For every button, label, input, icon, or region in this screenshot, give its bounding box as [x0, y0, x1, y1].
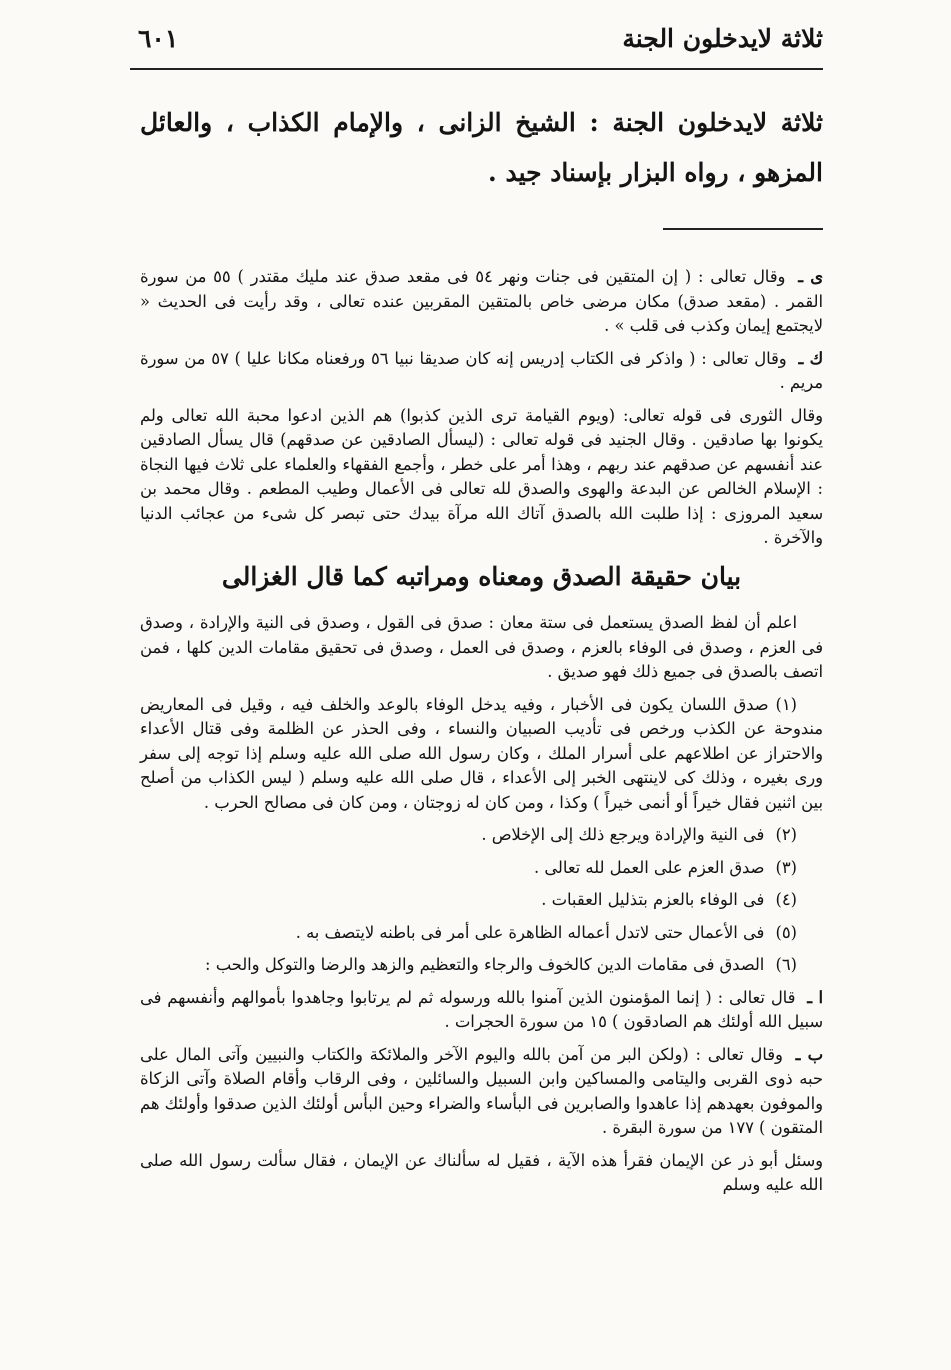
list-text: الصدق فى مقامات الدين كالخوف والرجاء والتعظيم والزهد والرضا والتوكل والحب :	[205, 955, 765, 974]
list-text: فى النية والإرادة ويرجع ذلك إلى الإخلاص .	[481, 825, 765, 844]
note-item	[140, 265, 823, 339]
note-text: وقال تعالى : (ولكن البر من آمن بالله واليوم الآخر والملائكة والكتاب والنبيين وآتى المال على حبه ذوى القربى واليتامى والمساكين وابن السبيل والسائلين ، وفى الرقاب وأقام الصلاة وآتى الزكاة والموفون بعهدهم إذا عاهدوا والصابرين فى البأساء والضراء وحين البأس أولئك الذين صدقوا وأولئك هم المتقون ) ١٧٧ من سورة البقرة .	[140, 1044, 823, 1137]
section-heading: بيان حقيقة الصدق ومعناه ومراتبه كما قال الغزالى	[221, 561, 742, 591]
page-number: ٦٠١	[138, 24, 179, 53]
closing-paragraph: وسئل أبو ذر عن الإيمان فقرأ هذه الآية ، فقيل له سألناك عن الإيمان ، فقال سألت رسول الله صلى الله عليه وسلم	[140, 1150, 823, 1194]
list-item-first	[140, 693, 823, 816]
footnote-divider	[663, 228, 823, 230]
list-item	[140, 921, 823, 946]
page-header	[130, 18, 823, 70]
note-item	[140, 986, 823, 1035]
intro-paragraph: اعلم أن لفظ الصدق يستعمل فى ستة معان : صدق فى القول ، وصدق فى النية والإرادة ، وصدق فى العزم ، وصدق فى الوفاء بالعزم ، وصدق فى العمل ، وصدق فى تحقيق مقامات الدين كلها ، فمن اتصف بالصدق فى جميع ذلك فهو صديق .	[140, 613, 823, 681]
list-item	[140, 823, 823, 848]
commentary-paragraph: وقال الثورى فى قوله تعالى: (ويوم القيامة ترى الذين كذبوا) هم الذين ادعوا محبة الله تعالى ولم يكونوا بها صادقين . وقال الجنيد فى قوله تعالى : (ليسأل الصادقين عن صدقهم) قال يسأل الصادقين عند أنفسهم عن صدقهم عند ربهم ، وهذا أمر على خطر ، وأجمع الفقهاء والعلماء على ثلاث فيها النجاة : الإسلام الخالص عن البدعة والهوى والصدق لله تعالى فى الأعمال وطيب المطعم . وقال محمد بن سعيد المروزى : إذا طلبت الله بالصدق آتاك الله مرآة بيدك حتى تبصر كل شىء من عجائب الدنيا والآخرة .	[140, 405, 823, 547]
list-item	[140, 888, 823, 913]
list-text: صدق العزم على العمل لله تعالى .	[533, 857, 765, 877]
note-item	[140, 347, 823, 396]
note-text: قال تعالى : ( إنما المؤمنون الذين آمنوا بالله ورسوله ثم لم يرتابوا وجاهدوا بأموالهم وأنفسهم فى سبيل الله أولئك هم الصادقون ) ١٥ من سورة الحجرات .	[140, 987, 823, 1031]
list-number: (٥)	[775, 922, 797, 942]
list-number: (١)	[775, 694, 797, 714]
list-item	[140, 856, 823, 881]
list-text: صدق اللسان يكون فى الأخبار ، وفيه يدخل الوفاء بالوعد والخلف فيه ، وقيل فى المعاريض مندوحة عن الكذب ورخص فى تأديب الصبيان والنساء ، وفى الحذر عن الظلمة وفى قتال الأعداء والاحتراز عن اطلاعهم على أسرار الملك ، وكان رسول الله صلى الله عليه وسلم إذا توجه إلى سفر ورى بغيره ، وذلك كى لاينتهى الخبر إلى الأعداء ، قال صلى الله عليه وسلم ( ليس الكذاب من أصلح بين اثنين فقال خيراً أو أنمى خيراً ) وكذا ، ومن كان له زوجتان ، ومن كان فى مصالح الحرب .	[140, 694, 823, 812]
note-marker: ى ـ	[798, 267, 823, 286]
note-item	[140, 1043, 823, 1141]
list-number: (٤)	[775, 890, 797, 909]
list-number: (٣)	[775, 857, 797, 877]
note-marker: ا ـ	[807, 987, 823, 1007]
note-marker: ك ـ	[798, 348, 824, 368]
hadith-text: ثلاثة لايدخلون الجنة : الشيخ الزانى ، والإمام الكذاب ، والعائل المزهو ، رواه البزار بإسناد جيد .	[140, 108, 823, 187]
list-number: (٢)	[775, 825, 797, 844]
note-text: وقال تعالى : ( إن المتقين فى جنات ونهر ٥٤ فى مقعد صدق عند مليك مقتدر ) ٥٥ من سورة القمر . (مقعد صدق) مكان مرضى خاص بالمتقين المقربين عنده تعالى ، وقد رأيت فى الحديث « لايجتمع إيمان وكذب فى قلب » .	[140, 267, 823, 335]
note-marker: ب ـ	[795, 1044, 823, 1064]
list-text: فى الوفاء بالعزم بتذليل العقبات .	[541, 890, 765, 909]
list-text: فى الأعمال حتى لاتدل أعماله الظاهرة على أمر فى باطنه لايتصف به .	[295, 922, 765, 942]
page-body	[140, 265, 823, 1208]
list-number: (٦)	[775, 955, 797, 974]
note-text: وقال تعالى : ( واذكر فى الكتاب إدريس إنه كان صديقا نبيا ٥٦ ورفعناه مكانا عليا ) ٥٧ من سورة مريم .	[140, 348, 823, 392]
list-item	[140, 953, 823, 978]
running-title: ثلاثة لايدخلون الجنة	[622, 24, 823, 53]
